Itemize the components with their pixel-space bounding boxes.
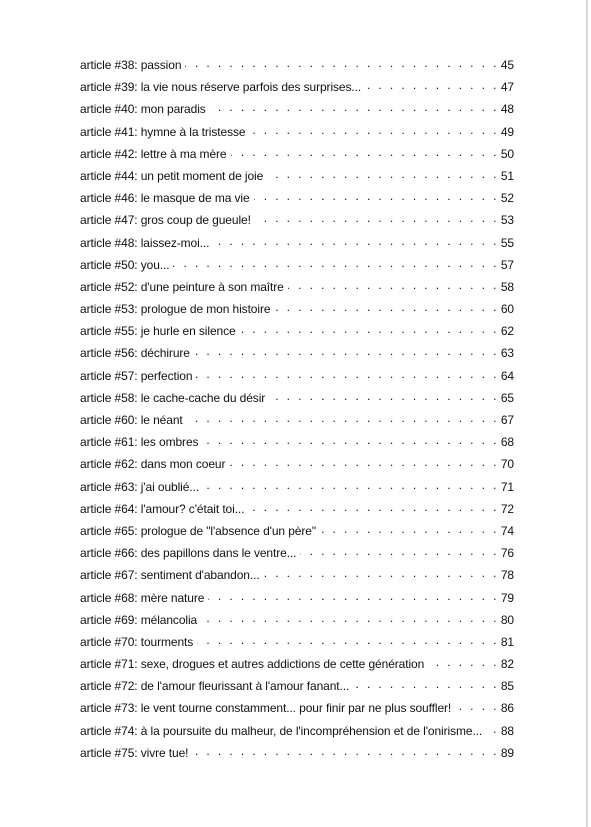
toc-entry — [80, 542, 514, 564]
toc-entry — [80, 342, 514, 364]
toc-entry — [80, 697, 514, 719]
dot-leader — [208, 590, 499, 602]
toc-entry-page-number: 60 — [500, 302, 514, 317]
toc-entry-page-number: 67 — [500, 413, 514, 427]
table-of-contents — [80, 54, 514, 764]
dot-leader — [197, 634, 499, 646]
toc-entry-page-number: 48 — [500, 102, 514, 117]
toc-entry-title: article #46: le masque de ma vie — [80, 191, 250, 206]
dot-leader — [255, 212, 499, 224]
toc-entry — [80, 320, 514, 342]
toc-entry-page-number: 52 — [500, 191, 514, 206]
dot-leader — [486, 723, 499, 735]
toc-entry-title: article #38: passion — [80, 58, 182, 72]
toc-entry-title: article #69: mélancolia — [80, 612, 198, 627]
toc-entry-title: article #48: laissez-moi... — [80, 235, 210, 250]
toc-entry — [80, 653, 514, 675]
toc-entry-title: article #47: gros coup de gueule! — [80, 213, 251, 228]
dot-leader — [229, 456, 498, 468]
dot-leader — [254, 190, 499, 202]
toc-entry — [80, 209, 514, 231]
toc-entry-title: article #74: à la poursuite du malheur, de l'incompréhension et de l'onirisme... — [80, 723, 483, 738]
toc-entry-page-number: 62 — [500, 324, 514, 339]
toc-entry-title: article #70: tourments — [80, 634, 194, 649]
toc-entry — [80, 520, 514, 542]
toc-entry-title: article #68: mère nature — [80, 590, 205, 605]
dot-leader — [248, 501, 498, 513]
toc-entry — [80, 276, 514, 298]
toc-entry-page-number: 78 — [500, 568, 514, 583]
toc-entry-title: article #64: l'amour? c'était toi... — [80, 501, 245, 516]
toc-entry — [80, 631, 514, 653]
dot-leader — [249, 124, 498, 136]
dot-leader — [288, 279, 499, 291]
dot-leader — [192, 745, 498, 757]
toc-entry-page-number: 79 — [500, 590, 514, 605]
toc-entry — [80, 720, 514, 742]
toc-entry-title: article #67: sentiment d'abandon... — [80, 568, 260, 583]
toc-entry — [80, 143, 514, 165]
toc-entry-page-number: 76 — [500, 546, 514, 561]
toc-entry-title: article #44: un petit moment de joie — [80, 168, 264, 183]
toc-entry — [80, 387, 514, 409]
dot-leader — [194, 345, 499, 357]
toc-entry-page-number: 57 — [500, 257, 514, 272]
toc-entry-title: article #40: mon paradis — [80, 102, 206, 117]
toc-entry-title: article #53: prologue de mon histoire — [80, 302, 271, 317]
toc-entry — [80, 76, 514, 98]
toc-entry-page-number: 82 — [500, 657, 514, 672]
toc-entry-page-number: 81 — [500, 634, 514, 649]
toc-entry-page-number: 80 — [500, 612, 514, 627]
toc-entry — [80, 409, 514, 431]
dot-leader — [274, 301, 498, 313]
toc-entry-title: article #55: je hurle en silence — [80, 324, 236, 339]
dot-leader — [202, 434, 498, 446]
toc-entry — [80, 587, 514, 609]
dot-leader — [267, 168, 499, 180]
toc-entry-title: article #72: de l'amour fleurissant à l'amour fanant... — [80, 679, 350, 694]
dot-leader — [201, 612, 499, 624]
toc-entry-title: article #57: perfection — [80, 368, 193, 383]
dot-leader — [185, 57, 498, 69]
dot-leader — [428, 656, 499, 668]
toc-entry-title: article #71: sexe, drogues et autres addictions de cette génération — [80, 657, 425, 672]
toc-entry — [80, 564, 514, 586]
toc-entry-page-number: 53 — [500, 213, 514, 228]
toc-entry-page-number: 64 — [500, 368, 514, 383]
toc-entry-page-number: 65 — [500, 390, 514, 405]
toc-entry-title: article #63: j'ai oublié... — [80, 479, 199, 494]
toc-entry-page-number: 63 — [500, 346, 514, 361]
dot-leader — [203, 479, 499, 491]
toc-entry-title: article #42: lettre à ma mère — [80, 146, 227, 161]
toc-entry — [80, 675, 514, 697]
toc-entry — [80, 121, 514, 143]
toc-entry-page-number: 68 — [500, 435, 514, 450]
toc-entry-page-number: 47 — [500, 80, 514, 95]
toc-entry-title: article #60: le néant — [80, 413, 183, 427]
dot-leader — [210, 101, 499, 113]
toc-entry-page-number: 86 — [500, 701, 514, 716]
toc-entry-page-number: 85 — [500, 679, 514, 694]
toc-entry — [80, 298, 514, 320]
dot-leader — [300, 545, 498, 557]
dot-leader — [264, 567, 499, 579]
toc-entry-page-number: 71 — [500, 479, 514, 494]
dot-leader — [213, 235, 498, 247]
toc-entry-title: article #73: le vent tourne constamment... pour finir par ne plus souffler! — [80, 701, 452, 716]
toc-entry-page-number: 74 — [500, 523, 514, 538]
toc-entry — [80, 187, 514, 209]
toc-entry-title: article #66: des papillons dans le ventre... — [80, 546, 297, 561]
toc-entry-page-number: 51 — [500, 168, 514, 183]
toc-entry — [80, 165, 514, 187]
toc-entry-title: article #41: hymne à la tristesse — [80, 124, 246, 139]
toc-entry-page-number: 58 — [500, 279, 514, 294]
toc-entry — [80, 232, 514, 254]
dot-leader — [353, 678, 499, 690]
toc-entry-title: article #61: les ombres — [80, 435, 199, 450]
dot-leader — [365, 79, 499, 91]
dot-leader — [196, 368, 498, 380]
toc-entry — [80, 453, 514, 475]
dot-leader — [231, 146, 499, 158]
dot-leader — [455, 700, 499, 712]
toc-entry-page-number: 50 — [500, 146, 514, 161]
dot-leader — [173, 257, 498, 269]
toc-entry-page-number: 88 — [500, 723, 514, 738]
toc-entry — [80, 476, 514, 498]
toc-entry-page-number: 55 — [500, 235, 514, 250]
toc-entry — [80, 498, 514, 520]
toc-entry-page-number: 45 — [500, 58, 514, 72]
toc-entry — [80, 365, 514, 387]
toc-entry-title: article #62: dans mon coeur — [80, 457, 226, 472]
toc-entry-title: article #58: le cache-cache du désir — [80, 390, 266, 405]
toc-entry-page-number: 72 — [500, 501, 514, 516]
toc-entry-title: article #39: la vie nous réserve parfois des surprises... — [80, 80, 362, 95]
toc-entry-title: article #56: déchirure — [80, 346, 190, 361]
toc-entry — [80, 54, 514, 76]
toc-entry — [80, 98, 514, 120]
dot-leader — [269, 390, 499, 402]
toc-entry — [80, 742, 514, 764]
dot-leader — [320, 523, 499, 535]
toc-entry-title: article #65: prologue de "l'absence d'un père" — [80, 523, 316, 538]
dot-leader — [240, 323, 499, 335]
toc-entry-title: article #75: vivre tue! — [80, 745, 189, 760]
toc-entry-page-number: 70 — [500, 457, 514, 472]
toc-entry — [80, 609, 514, 631]
dot-leader — [187, 412, 499, 424]
toc-entry — [80, 254, 514, 276]
toc-entry-page-number: 89 — [500, 745, 514, 760]
toc-entry-page-number: 49 — [500, 124, 514, 139]
toc-entry-title: article #50: you... — [80, 257, 170, 272]
toc-entry-title: article #52: d'une peinture à son maître — [80, 279, 284, 294]
toc-entry — [80, 431, 514, 453]
